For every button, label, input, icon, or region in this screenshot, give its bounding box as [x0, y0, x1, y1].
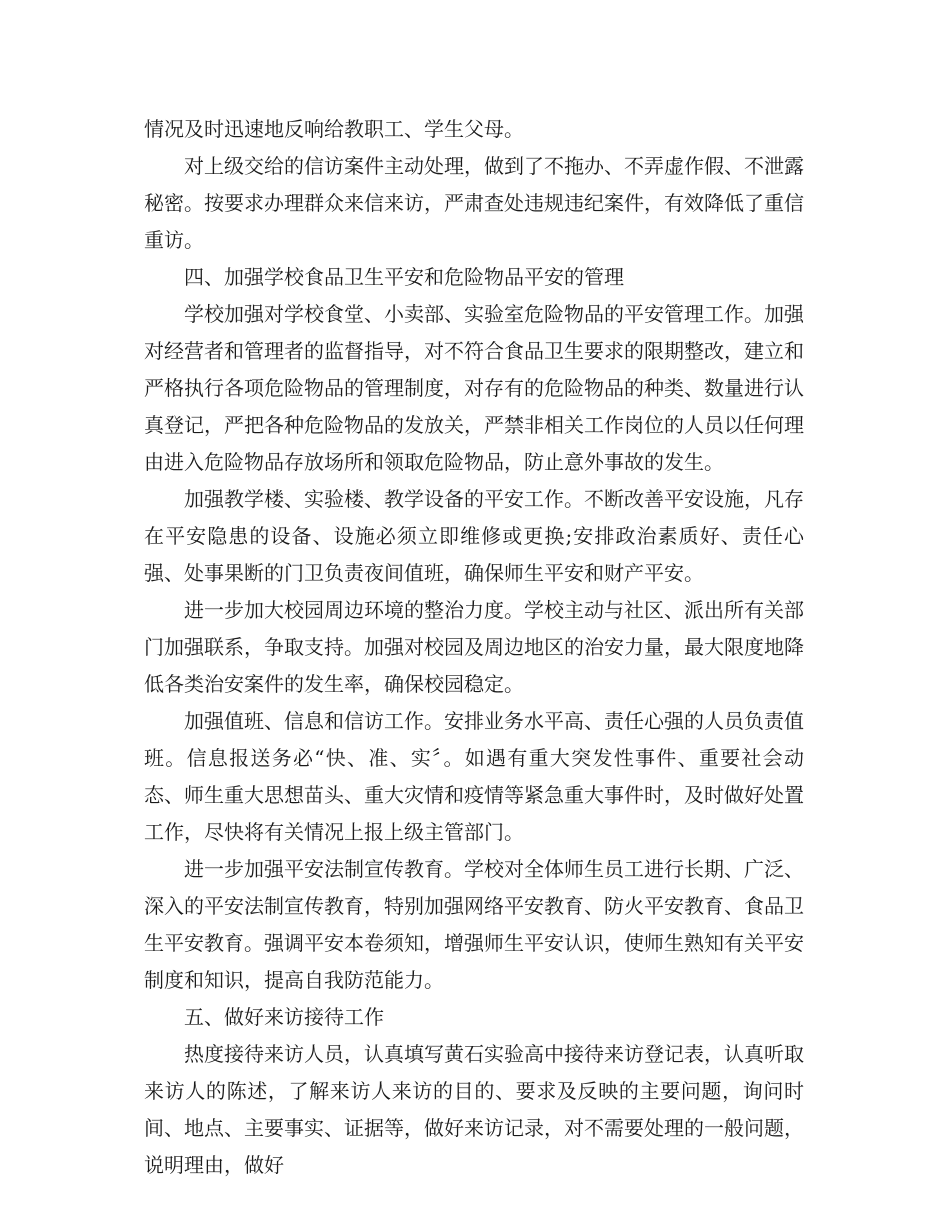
paragraph: 加强教学楼、实验楼、教学设备的平安工作。不断改善平安设施，凡存在平安隐患的设备、设施必须立即维修或更换;安排政治素质好、责任心强、处事果断的门卫负责夜间值班，确保师生平安和财产平安。	[144, 487, 804, 585]
paragraph: 对上级交给的信访案件主动处理，做到了不拖办、不弄虚作假、不泄露秘密。按要求办理群众来信来访，严肃查处违规违纪案件，有效降低了重信重访。	[144, 154, 804, 252]
paragraph: 进一步加大校园周边环境的整治力度。学校主动与社区、派出所有关部门加强联系，争取支持。加强对校园及周边地区的治安力量，最大限度地降低各类治安案件的发生率，确保校园稳定。	[144, 598, 804, 696]
paragraph: 加强值班、信息和信访工作。安排业务水平高、责任心强的人员负责值班。信息报送务必“快、准、实〞。如遇有重大突发性事件、重要社会动态、师生重大思想苗头、重大灾情和疫情等紧急重大事件时，及时做好处置工作，尽快将有关情况上报上级主管部门。	[144, 709, 804, 844]
section-heading: 五、做好来访接待工作	[184, 1005, 384, 1029]
paragraph: 进一步加强平安法制宣传教育。学校对全体师生员工进行长期、广泛、深入的平安法制宣传教育，特别加强网络平安教育、防火平安教育、食品卫生平安教育。强调平安本卷须知，增强师生平安认识，使师生熟知有关平安制度和知识，提高自我防范能力。	[144, 857, 804, 992]
paragraph: 学校加强对学校食堂、小卖部、实验室危险物品的平安管理工作。加强对经营者和管理者的监督指导，对不符合食品卫生要求的限期整改，建立和严格执行各项危险物品的管理制度，对存有的危险物品的种类、数量进行认真登记，严把各种危险物品的发放关，严禁非相关工作岗位的人员以任何理由进入危险物品存放场所和领取危险物品，防止意外事故的发生。	[144, 302, 804, 474]
paragraph: 热度接待来访人员，认真填写黄石实验高中接待来访登记表，认真听取来访人的陈述，了解来访人来访的目的、要求及反映的主要问题，询问时间、地点、主要事实、证据等，做好来访记录，对不需要处理的一般问题，说明理由，做好	[144, 1042, 804, 1177]
document-body	[144, 111, 804, 1184]
paragraph-continuation: 情况及时迅速地反响给教职工、学生父母。	[144, 117, 524, 141]
section-heading: 四、加强学校食品卫生平安和危险物品平安的管理	[184, 265, 624, 289]
